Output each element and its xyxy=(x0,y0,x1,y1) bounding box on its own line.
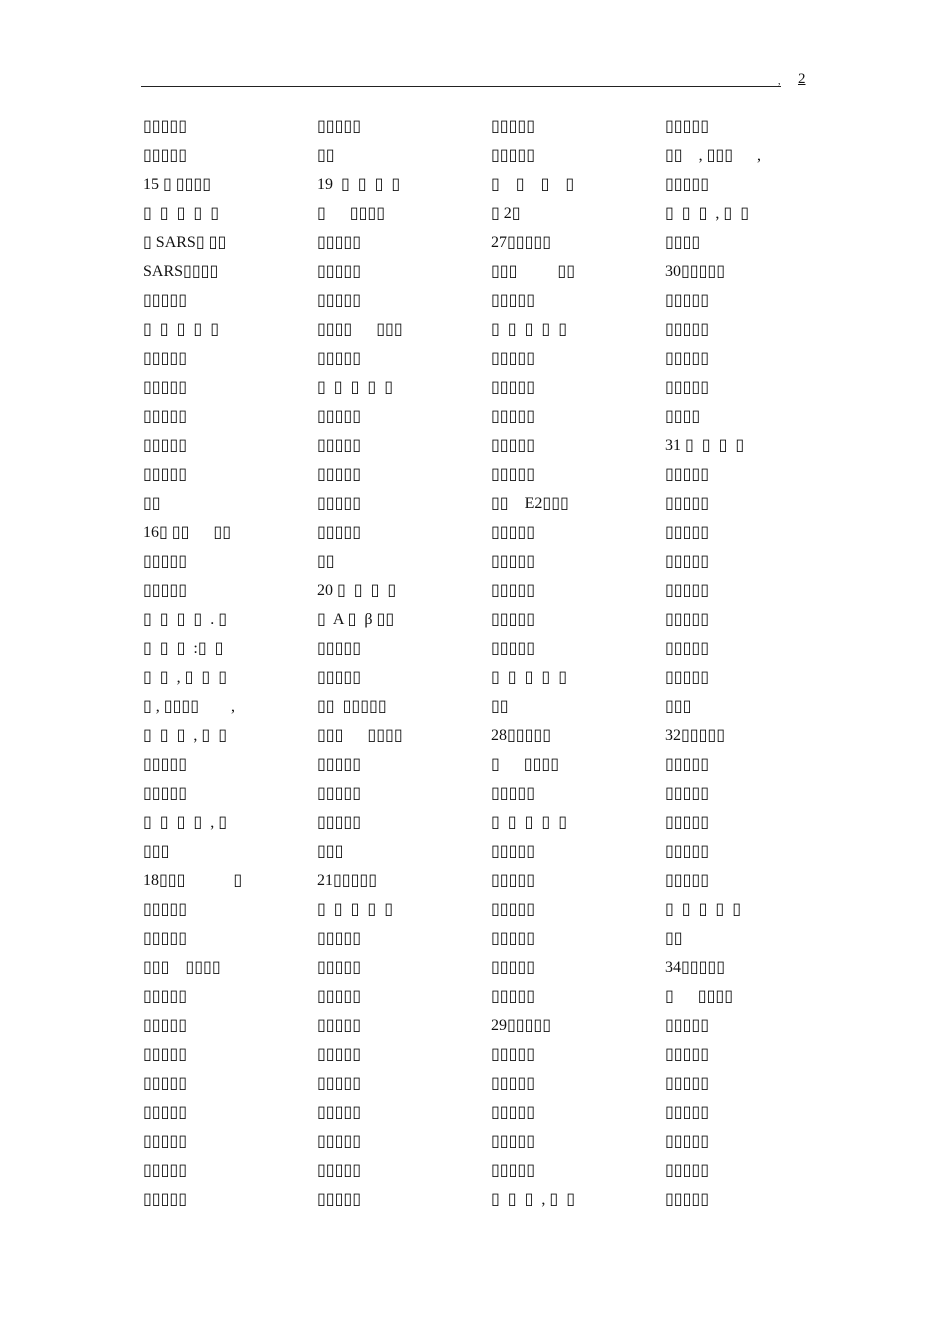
text-line: ▯ ▯ ▯ ▯ ▯ xyxy=(665,901,742,918)
text-line: ▯ ▯ ▯ ▯ ▯ xyxy=(491,669,568,686)
text-line: 16▯ ▯▯ ▯▯ xyxy=(143,524,232,541)
text-line: ▯▯▯▯▯ xyxy=(491,930,536,947)
header-rule xyxy=(141,86,781,87)
text-line: ▯▯▯▯▯ xyxy=(665,1017,710,1034)
text-line: SARS▯▯▯▯ xyxy=(143,263,219,280)
text-line: ▯▯▯▯▯ xyxy=(665,756,710,773)
text-line: ▯▯▯▯▯ xyxy=(491,408,536,425)
text-line: ▯▯▯▯▯ xyxy=(665,785,710,802)
text-line: ▯ ▯ ▯ , ▯ ▯ xyxy=(665,205,750,222)
text-line: ▯▯▯▯▯ xyxy=(665,1075,710,1092)
text-line: ▯▯▯▯▯ xyxy=(317,292,362,309)
text-line: ▯▯▯▯▯ xyxy=(143,437,188,454)
text-column-3 xyxy=(491,112,651,1214)
text-line: ▯▯▯▯▯ xyxy=(491,988,536,1005)
text-line: 30▯▯▯▯▯ xyxy=(665,263,726,280)
text-line: ▯▯▯▯▯ xyxy=(665,843,710,860)
text-line: ▯▯▯▯▯ xyxy=(143,785,188,802)
text-line: ▯▯▯▯▯ xyxy=(491,350,536,367)
text-line: ▯▯▯▯▯ xyxy=(317,1133,362,1150)
text-line: ▯▯▯▯▯ xyxy=(317,785,362,802)
text-line: ▯▯▯▯▯ xyxy=(143,1046,188,1063)
text-line: ▯▯▯▯▯ xyxy=(665,814,710,831)
text-line: ▯▯▯▯▯ xyxy=(665,1191,710,1208)
text-line: ▯▯▯▯▯ xyxy=(665,1046,710,1063)
text-line: ▯▯▯ xyxy=(143,843,170,860)
text-line: 28▯▯▯▯▯ xyxy=(491,727,552,744)
text-line: ▯ ▯ ▯ ▯ ▯ xyxy=(491,321,568,338)
text-line: ▯▯▯▯▯ xyxy=(665,495,710,512)
text-line: 20 ▯ ▯ ▯ ▯ xyxy=(317,582,397,599)
text-line: ▯▯▯▯▯ xyxy=(317,408,362,425)
text-line: ▯ 2▯ xyxy=(491,205,521,222)
text-line: ▯▯▯▯▯ xyxy=(665,176,710,193)
text-line: ▯▯▯▯▯ xyxy=(491,959,536,976)
text-line: ▯▯▯▯▯ xyxy=(317,524,362,541)
text-line: ▯▯ xyxy=(317,553,335,570)
text-line: ▯▯▯▯▯ xyxy=(317,988,362,1005)
text-line: ▯▯ xyxy=(317,147,335,164)
text-line: ▯▯▯▯▯ xyxy=(317,466,362,483)
text-line: ▯▯▯▯▯ xyxy=(665,1162,710,1179)
text-line: ▯▯▯▯▯ xyxy=(665,379,710,396)
text-line: ▯ ▯ ▯ ▯ ▯ xyxy=(143,205,220,222)
text-line: ▯ ▯ ▯ ▯ ▯ xyxy=(491,814,568,831)
text-line: ▯▯▯ xyxy=(665,698,692,715)
text-line: ▯▯▯▯▯ xyxy=(317,1104,362,1121)
text-line: ▯▯ xyxy=(491,698,509,715)
text-line: ▯▯▯▯▯ xyxy=(491,524,536,541)
text-line: ▯▯▯▯▯ xyxy=(317,1075,362,1092)
text-line: ▯ ▯ ▯ ▯ , ▯ xyxy=(143,814,228,831)
text-line: ▯▯▯▯▯ xyxy=(665,118,710,135)
text-line: ▯▯▯▯▯ xyxy=(317,118,362,135)
text-line: ▯▯▯▯▯ xyxy=(143,756,188,773)
text-line: ▯▯ ▯▯▯▯▯ xyxy=(317,698,387,715)
text-line: ▯▯▯▯▯ xyxy=(665,611,710,628)
text-line: 18▯▯▯ ▯ xyxy=(143,872,243,889)
text-line: ▯ ▯▯▯▯ xyxy=(491,756,560,773)
text-line: ▯▯▯▯▯ xyxy=(317,495,362,512)
text-line: ▯▯▯▯▯ xyxy=(665,640,710,657)
text-line: ▯▯▯▯▯ xyxy=(491,872,536,889)
text-line: ▯▯▯▯▯ xyxy=(143,466,188,483)
text-line: ▯▯▯▯▯ xyxy=(665,582,710,599)
text-line: ▯ ▯ ▯ ▯ ▯ xyxy=(317,901,394,918)
text-line: ▯▯▯▯▯ xyxy=(317,959,362,976)
text-line: ▯ ▯ ▯ , ▯ ▯ xyxy=(143,727,228,744)
text-line: ▯▯▯▯▯ xyxy=(491,901,536,918)
text-line: ▯▯▯▯▯ xyxy=(665,466,710,483)
text-line: ▯▯▯▯▯ xyxy=(491,379,536,396)
text-line: ▯▯▯▯▯ xyxy=(317,350,362,367)
text-line: ▯▯▯▯▯ xyxy=(665,553,710,570)
text-line: ▯ ▯▯▯▯ xyxy=(665,988,734,1005)
text-line: ▯▯▯▯▯ xyxy=(491,1133,536,1150)
text-line: ▯▯▯▯ ▯▯▯ xyxy=(317,321,403,338)
text-column-1 xyxy=(143,112,303,1214)
text-line: ▯▯▯▯▯ xyxy=(491,1162,536,1179)
text-line: ▯▯▯▯▯ xyxy=(665,669,710,686)
text-line: ▯▯▯▯▯ xyxy=(491,292,536,309)
text-line: ▯▯▯▯▯ xyxy=(143,930,188,947)
text-line: ▯▯▯▯▯ xyxy=(317,1162,362,1179)
text-line: ▯▯▯▯▯ xyxy=(491,1075,536,1092)
text-line: ▯▯▯▯▯ xyxy=(143,350,188,367)
text-line: ▯ ▯▯▯▯ xyxy=(317,205,386,222)
text-line: ▯▯▯▯▯ xyxy=(143,1133,188,1150)
text-line: ▯▯▯ xyxy=(317,843,344,860)
text-line: ▯▯▯▯ xyxy=(665,408,701,425)
text-line: 32▯▯▯▯▯ xyxy=(665,727,726,744)
text-line: ▯▯▯▯▯ xyxy=(665,872,710,889)
text-line: ▯▯▯ ▯▯▯▯ xyxy=(317,727,403,744)
text-line: ▯▯▯▯▯ xyxy=(491,147,536,164)
text-line: ▯▯▯▯▯ xyxy=(317,437,362,454)
text-line: ▯▯▯ ▯▯▯▯ xyxy=(143,959,221,976)
text-line: 34▯▯▯▯▯ xyxy=(665,959,726,976)
text-line: ▯▯▯▯▯ xyxy=(317,1046,362,1063)
text-line: ▯▯▯▯▯ xyxy=(491,785,536,802)
text-line: 27▯▯▯▯▯ xyxy=(491,234,552,251)
text-line: 31 ▯ ▯ ▯ ▯ xyxy=(665,437,745,454)
text-column-2 xyxy=(317,112,477,1214)
text-line: ▯▯▯▯ xyxy=(665,234,701,251)
text-line: 19 ▯ ▯ ▯ ▯ xyxy=(317,176,401,193)
page-number: 2 xyxy=(798,71,806,87)
text-line: ▯ SARS▯ ▯▯ xyxy=(143,234,227,251)
text-line: ▯▯▯▯▯ xyxy=(491,640,536,657)
text-line: ▯▯▯▯▯ xyxy=(143,292,188,309)
text-line: ▯▯▯▯▯ xyxy=(317,669,362,686)
text-line: 15 ▯ ▯▯▯▯ xyxy=(143,176,212,193)
text-line: ▯ ▯ ▯ ▯ . ▯ xyxy=(143,611,228,628)
text-line: ▯▯▯▯▯ xyxy=(317,234,362,251)
text-line: ▯▯▯▯▯ xyxy=(491,1104,536,1121)
text-line: ▯▯▯▯▯ xyxy=(665,292,710,309)
text-line: ▯▯▯▯▯ xyxy=(491,843,536,860)
text-line: ▯▯▯▯▯ xyxy=(317,1191,362,1208)
text-line: ▯▯▯▯▯ xyxy=(665,1104,710,1121)
text-columns xyxy=(0,112,950,1222)
text-line: ▯▯▯▯▯ xyxy=(143,1191,188,1208)
text-line: ▯▯ , ▯▯▯ , xyxy=(665,147,762,164)
text-line: ▯▯▯▯▯ xyxy=(665,524,710,541)
text-line: ▯▯ xyxy=(665,930,683,947)
text-line: ▯ ▯ ▯ ▯ xyxy=(491,176,575,193)
text-line: ▯▯▯▯▯ xyxy=(317,814,362,831)
text-line: 29▯▯▯▯▯ xyxy=(491,1017,552,1034)
text-line: ▯▯▯▯▯ xyxy=(317,640,362,657)
text-line: ▯▯▯▯▯ xyxy=(143,1075,188,1092)
text-line: ▯▯▯▯▯ xyxy=(143,582,188,599)
text-line: ▯ ▯ ▯ , ▯ ▯ xyxy=(491,1191,576,1208)
text-line: ▯▯▯▯▯ xyxy=(665,350,710,367)
text-line: ▯▯▯ ▯▯ xyxy=(491,263,576,280)
text-line: ▯▯ xyxy=(143,495,161,512)
text-line: ▯▯▯▯▯ xyxy=(143,1017,188,1034)
text-line: ▯▯▯▯▯ xyxy=(491,611,536,628)
text-line: ▯▯▯▯▯ xyxy=(317,263,362,280)
text-line: ▯▯▯▯▯ xyxy=(143,379,188,396)
text-line: ▯▯▯▯▯ xyxy=(665,1133,710,1150)
text-line: ▯ ▯ , ▯ ▯ ▯ xyxy=(143,669,228,686)
text-column-4 xyxy=(665,112,825,1214)
text-line: ▯ ▯ ▯ ▯ ▯ xyxy=(143,321,220,338)
text-line: ▯ A ▯ β ▯▯ xyxy=(317,611,395,628)
text-line: ▯▯▯▯▯ xyxy=(317,756,362,773)
header-tick-mark: , xyxy=(778,76,781,87)
text-line: ▯▯▯▯▯ xyxy=(491,582,536,599)
text-line: ▯▯▯▯▯ xyxy=(143,408,188,425)
text-line: ▯▯▯▯▯ xyxy=(143,118,188,135)
text-line: ▯ ▯ ▯ :▯ ▯ xyxy=(143,640,224,657)
text-line: ▯ , ▯▯▯▯ , xyxy=(143,698,236,715)
text-line: ▯▯▯▯▯ xyxy=(143,1104,188,1121)
text-line: ▯▯▯▯▯ xyxy=(317,930,362,947)
text-line: ▯▯▯▯▯ xyxy=(143,901,188,918)
text-line: ▯▯ E2▯▯▯ xyxy=(491,495,569,512)
text-line: ▯ ▯ ▯ ▯ ▯ xyxy=(317,379,394,396)
text-line: ▯▯▯▯▯ xyxy=(491,553,536,570)
text-line: 21▯▯▯▯▯ xyxy=(317,872,378,889)
text-line: ▯▯▯▯▯ xyxy=(665,321,710,338)
text-line: ▯▯▯▯▯ xyxy=(143,553,188,570)
text-line: ▯▯▯▯▯ xyxy=(491,118,536,135)
text-line: ▯▯▯▯▯ xyxy=(143,147,188,164)
text-line: ▯▯▯▯▯ xyxy=(317,1017,362,1034)
text-line: ▯▯▯▯▯ xyxy=(491,437,536,454)
text-line: ▯▯▯▯▯ xyxy=(143,1162,188,1179)
text-line: ▯▯▯▯▯ xyxy=(491,466,536,483)
text-line: ▯▯▯▯▯ xyxy=(143,988,188,1005)
text-line: ▯▯▯▯▯ xyxy=(491,1046,536,1063)
